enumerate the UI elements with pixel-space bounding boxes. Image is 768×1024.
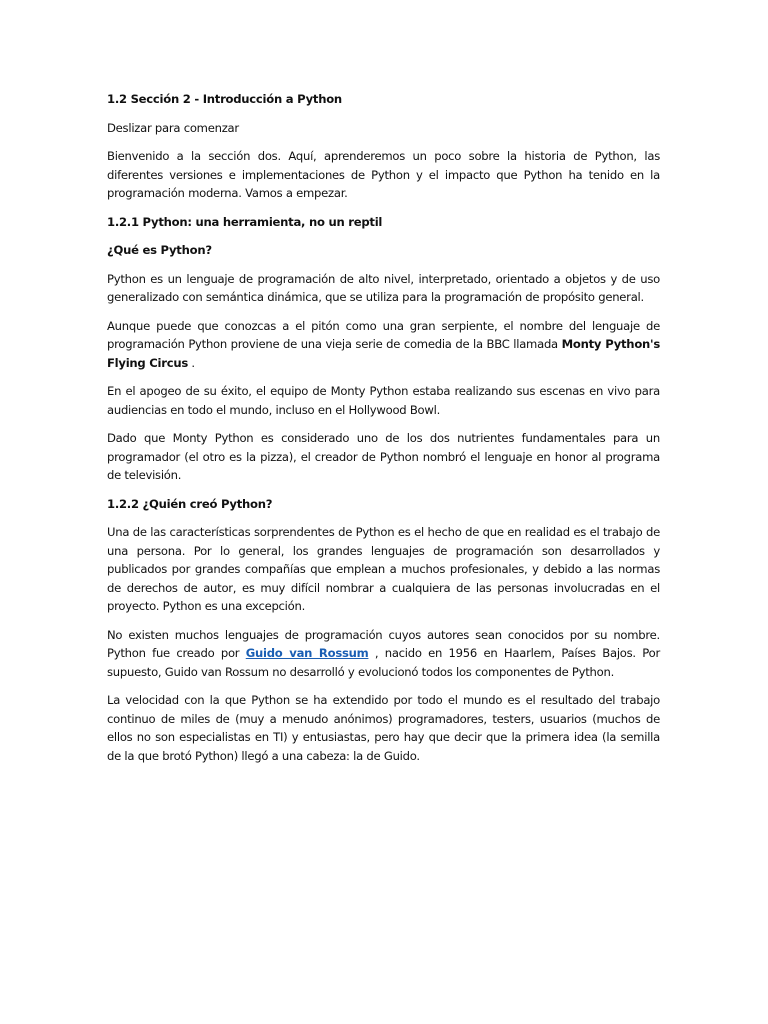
spread-paragraph: La velocidad con la que Python se ha extendido por todo el mundo es el resultado del trabajo continuo de miles de (muy a menudo anónimos) programadores, testers, usuarios (muchos de ellos no son especialistas en TI) y entusiastas, pero hay que decir que la primera idea (la semilla de la que brotó Python) llegó a una cabeza: la de Guido.: [107, 693, 660, 763]
guido-link[interactable]: Guido van Rossum: [245, 646, 369, 660]
nutrients-paragraph: Dado que Monty Python es considerado uno de los dos nutrientes fundamentales para un programador (el otro es la pizza), el creador de Python nombró el lenguaje en honor al programa de televisión.: [107, 431, 660, 482]
creator-text-end: , nacido en 1956 en Haarlem, Países Bajos. Por supuesto, Guido van Rossum no desarrolló y evolucionó todos los componentes de Python.: [107, 646, 660, 679]
name-origin-end: .: [188, 355, 195, 370]
name-origin-text: Aunque puede que conozcas a el pitón como una gran serpiente, el nombre del lenguaje de programación Python proviene de una vieja serie de comedia de la BBC llamada: [107, 318, 660, 351]
intro-paragraph: Bienvenido a la sección dos. Aquí, aprenderemos un poco sobre la historia de Python, las diferentes versiones e implementaciones de Python y el impacto que Python ha tenido en la programación moderna. Vamos a empezar.: [107, 149, 660, 200]
flying-circus-title: Monty Python's Flying Circus: [107, 337, 660, 370]
what-is-python-paragraph: Python es un lenguaje de programación de alto nivel, interpretado, orientado a objetos y de uso generalizado con semántica dinámica, que se utiliza para la programación de propósito general.: [107, 271, 660, 304]
subsection-title-1: 1.2.1 Python: una herramienta, no un reptil: [107, 214, 383, 229]
section-title: 1.2 Sección 2 - Introducción a Python: [107, 92, 342, 106]
creator-paragraph: [107, 626, 660, 682]
creator-text: No existen muchos lenguajes de programación cuyos autores sean conocidos por su nombre. Python fue creado por: [107, 627, 660, 660]
question-heading: ¿Qué es Python?: [107, 243, 212, 257]
name-origin-paragraph: [107, 317, 660, 373]
document-page: [107, 90, 660, 775]
scroll-hint: Deslizar para comenzar: [107, 120, 239, 135]
one-person-paragraph: Una de las características sorprendentes de Python es el hecho de que en realidad es el trabajo de una persona. Por lo general, los grandes lenguajes de programación son desarrollados y publicados por grandes compañías que emplean a muchos profesionales, y debido a las normas de derechos de autor, es muy difícil nombrar a cualquiera de las personas involucradas en el proyecto. Python es una excepción.: [107, 525, 660, 613]
success-paragraph: En el apogeo de su éxito, el equipo de Monty Python estaba realizando sus escenas en vivo para audiencias en todo el mundo, incluso en el Hollywood Bowl.: [107, 384, 660, 417]
subsection-title-2: 1.2.2 ¿Quién creó Python?: [107, 496, 273, 511]
